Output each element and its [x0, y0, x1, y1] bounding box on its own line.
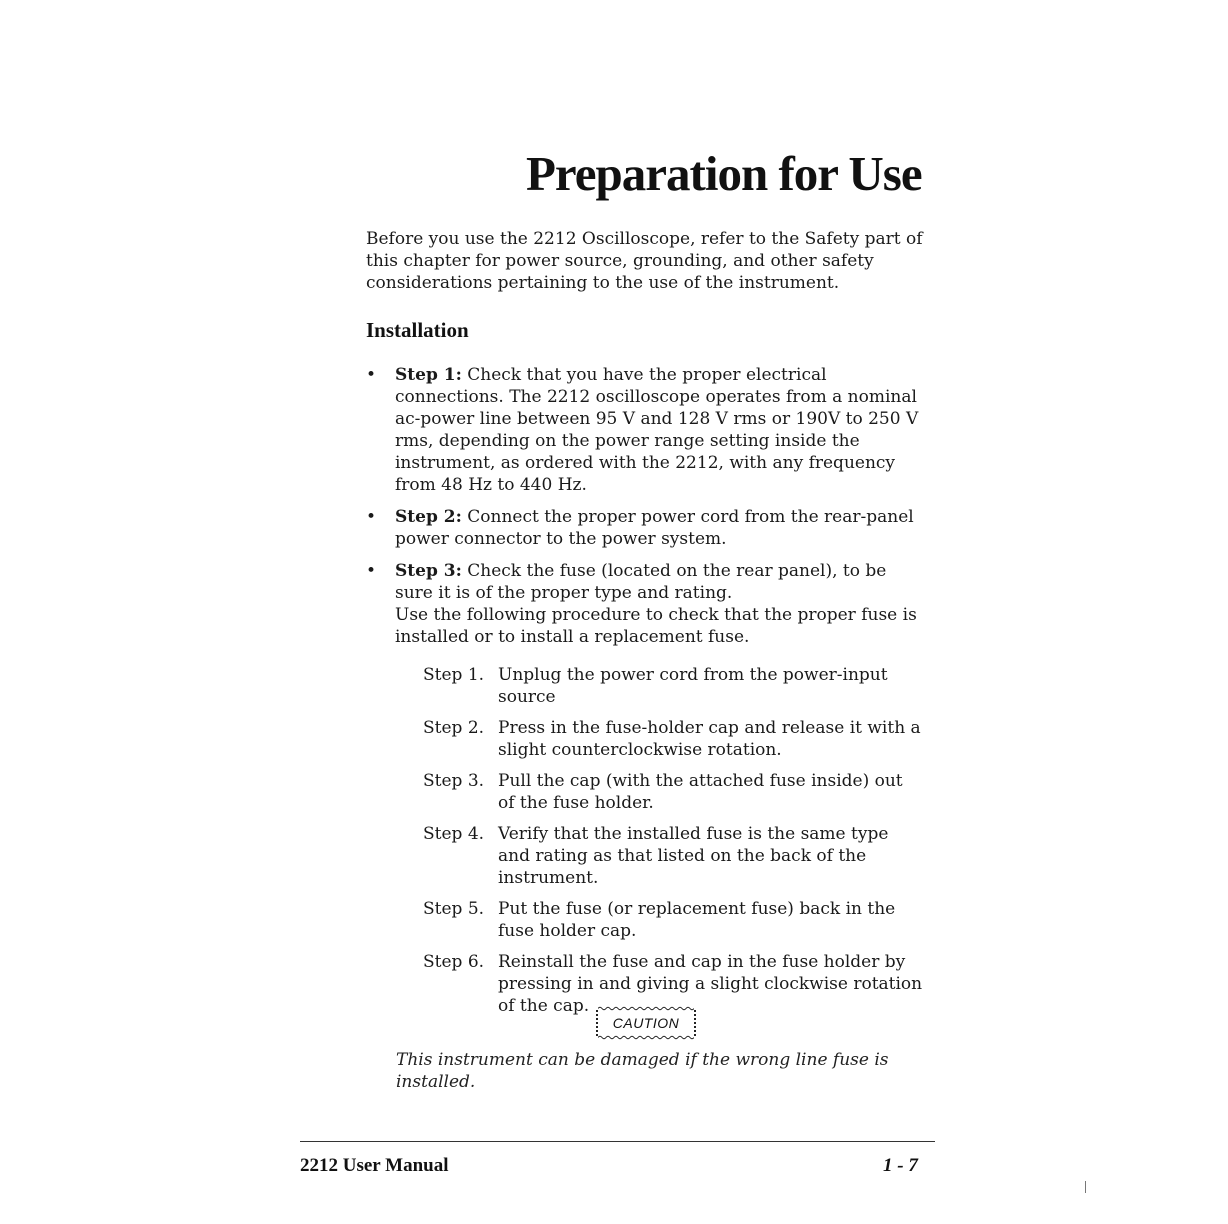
bullet-icon: • [366, 365, 377, 385]
substep-text: Press in the fuse-holder cap and release it with a slight counterclockwise rotation. [498, 718, 921, 760]
step-text: Connect the proper power cord from the rear-panel power connector to the power system. [395, 507, 914, 549]
caution-border-top-icon [598, 1006, 694, 1011]
bullet-icon: • [366, 507, 377, 527]
substep-label: Step 1. [423, 665, 485, 685]
page-title: Preparation for Use [526, 145, 922, 201]
caution-badge [596, 1010, 696, 1036]
list-item [423, 717, 923, 761]
intro-paragraph: Before you use the 2212 Oscilloscope, refer to the Safety part of this chapter for power source, grounding, and other safety considerations pertaining to the use of the instrument. [366, 229, 923, 293]
caution-border-bottom-icon [598, 1035, 694, 1040]
list-item [423, 770, 923, 814]
substep-text: Unplug the power cord from the power-input source [498, 665, 888, 707]
footer-divider [300, 1141, 935, 1142]
substep-text: Verify that the installed fuse is the same type and rating as that listed on the back of the instrument. [498, 824, 889, 888]
substep-text: Reinstall the fuse and cap in the fuse holder by pressing in and giving a slight clockwise rotation of the cap. [498, 952, 923, 1016]
footer-manual-title: 2212 User Manual [300, 1155, 449, 1176]
list-item [423, 664, 923, 708]
list-item [423, 898, 923, 942]
fuse-procedure-list [423, 664, 923, 1026]
footer-page-number: 1 - 7 [883, 1155, 918, 1176]
list-item [366, 560, 926, 648]
step-extra-text: Use the following procedure to check that the proper fuse is installed or to install a replacement fuse. [395, 605, 917, 647]
substep-text: Put the fuse (or replacement fuse) back in the fuse holder cap. [498, 899, 896, 941]
substep-label: Step 2. [423, 718, 485, 738]
step-label: Step 1: [395, 365, 462, 385]
step-text: Check that you have the proper electrical connections. The 2212 oscilloscope operates from a nominal ac-power line between 95 V and 128 V rms or 190V to 250 V rms, depending on the power range setting inside the instrument, as ordered with the 2212, with any frequency from 48 Hz to 440 Hz. [395, 365, 919, 495]
step-label: Step 2: [395, 507, 462, 527]
caution-label: CAUTION [612, 1015, 680, 1031]
substep-label: Step 4. [423, 824, 485, 844]
list-item [423, 823, 923, 889]
step-text: Check the fuse (located on the rear panel), to be sure it is of the proper type and rating. [395, 561, 887, 603]
substep-text: Pull the cap (with the attached fuse inside) out of the fuse holder. [498, 771, 903, 813]
substep-label: Step 5. [423, 899, 485, 919]
list-item [366, 364, 926, 496]
scan-edge-mark [1085, 1181, 1086, 1193]
section-heading-installation: Installation [366, 318, 469, 342]
list-item [366, 506, 926, 550]
caution-text: This instrument can be damaged if the wrong line fuse is installed. [396, 1050, 889, 1092]
installation-steps-list [366, 364, 926, 658]
substep-label: Step 6. [423, 952, 485, 972]
substep-label: Step 3. [423, 771, 485, 791]
step-label: Step 3: [395, 561, 462, 581]
bullet-icon: • [366, 561, 377, 581]
